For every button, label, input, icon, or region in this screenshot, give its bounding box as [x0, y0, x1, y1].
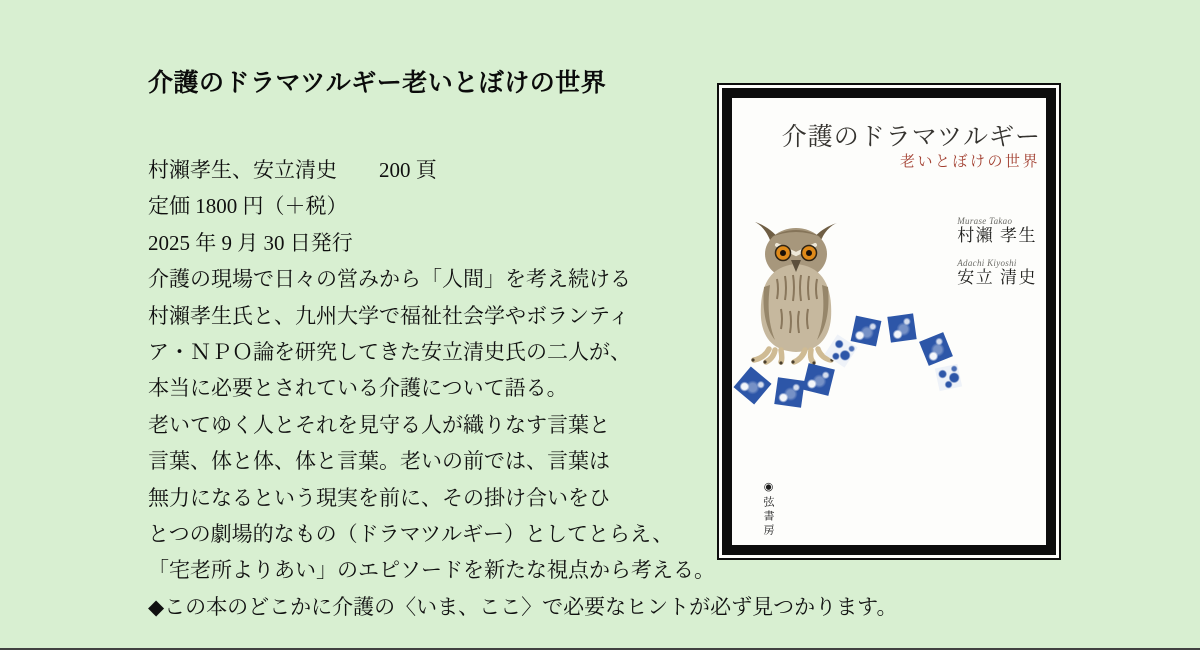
blue-square: [935, 364, 962, 391]
book-cover-frame: [722, 88, 1056, 555]
publisher-colophon: [760, 480, 776, 538]
cover-title: 介護のドラマツルギー: [781, 124, 1041, 151]
blue-square: [887, 313, 916, 342]
blue-square: [802, 363, 835, 396]
blue-square: [919, 332, 953, 366]
text-line-authors-pages: 村瀨孝生、安立清史 200 頁: [148, 158, 437, 182]
text-line: 村瀨孝生氏と、九州大学で福祉社会学やボランティ: [148, 303, 630, 328]
text-line: 介護の現場で日々の営みから「人間」を考え続ける: [148, 267, 631, 292]
text-line: 言葉、体と体、体と言葉。老いの前では、言葉は: [148, 449, 610, 474]
blue-square: [774, 377, 804, 407]
text-line-highlight: ◆この本のどこかに介護の〈いま、ここ〉で必要なヒントが必ず見つかります。: [148, 594, 898, 619]
page-title: 介護のドラマツルギー老いとぼけの世界: [148, 69, 607, 97]
cover-author-2-romanized: Adachi Kiyoshi: [957, 258, 1017, 268]
cover-author-1-name: 村瀨 孝生: [957, 226, 1037, 245]
cover-author-2-name: 安立 清史: [957, 268, 1037, 287]
text-line: 無力になるという現実を前に、その掛け合いをひ: [148, 485, 610, 510]
text-line: 本当に必要とされている介護について語る。: [148, 376, 568, 401]
blue-square: [733, 366, 771, 404]
text-line-price: 定価 1800 円（＋税）: [148, 194, 348, 219]
text-line: 「宅老所よりあい」のエピソードを新たな視点から考える。: [148, 558, 715, 583]
cover-author-1-romanized: Murase Takao: [957, 216, 1013, 226]
text-line: ア・ＮＰＯ論を研究してきた安立清史氏の二人が、: [148, 340, 631, 365]
publisher-mark-icon: ◉: [762, 480, 774, 496]
blue-square: [851, 316, 882, 347]
cover-subtitle: 老いとぼけの世界: [899, 154, 1040, 170]
publisher-name: 弦書房: [762, 496, 774, 538]
book-cover-image: [717, 83, 1061, 560]
text-line: 老いてゆく人とそれを見守る人が織りなす言葉と: [148, 412, 610, 437]
cover-author-2: [957, 258, 1037, 288]
text-line: とつの劇場的なもの（ドラマツルギー）としてとらえ、: [148, 522, 674, 547]
cover-author-1: [957, 216, 1037, 246]
text-line-pubdate: 2025 年 9 月 30 日発行: [148, 230, 353, 255]
